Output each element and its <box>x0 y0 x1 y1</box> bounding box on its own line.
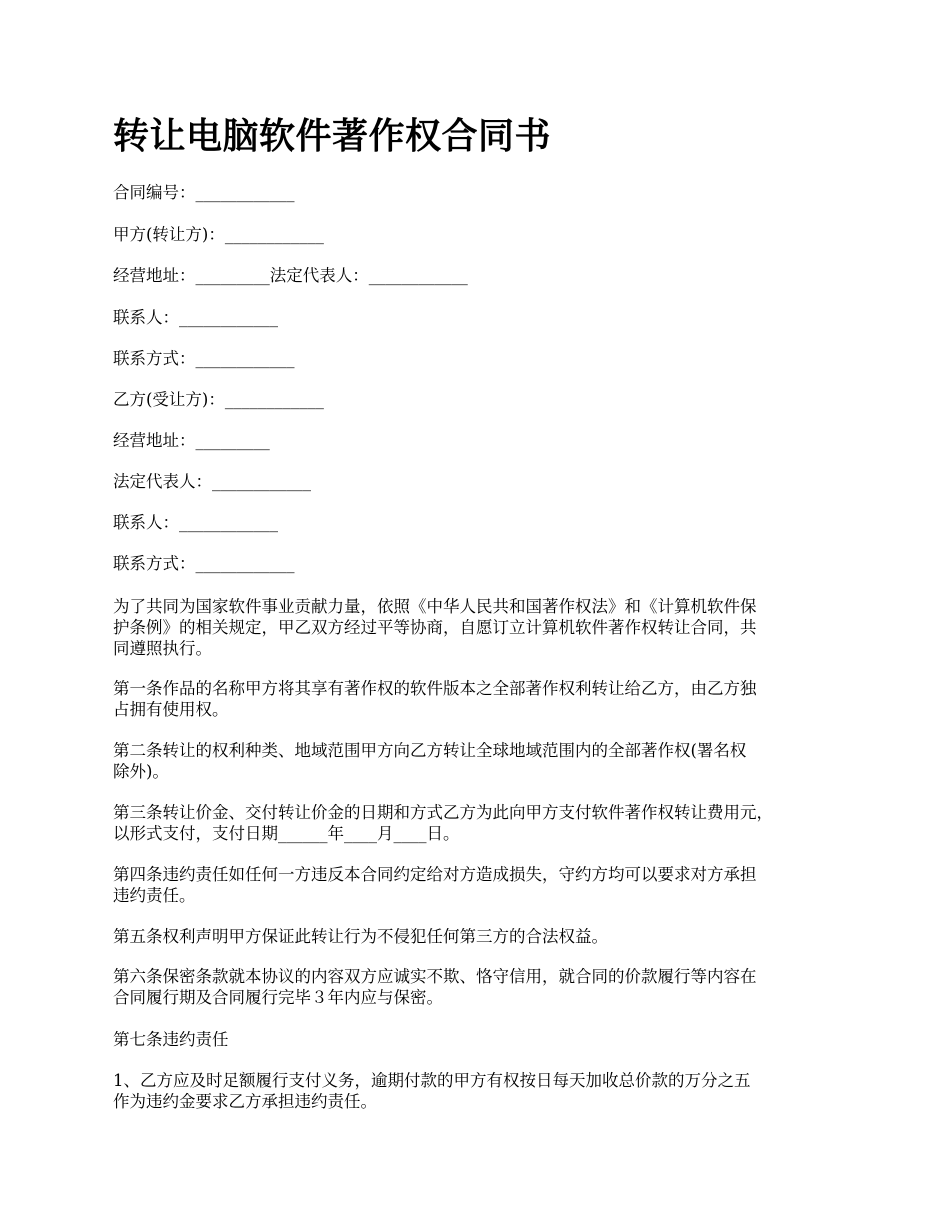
paragraph-line: 合同履行期及合同履行完毕３年内应与保密。 <box>113 988 443 1007</box>
paragraph-line: 作为违约金要求乙方承担违约责任。 <box>113 1092 377 1111</box>
paragraph-line: 为了共同为国家软件事业贡献力量，依照《中华人民共和国著作权法》和《计算机软件保 <box>113 597 757 616</box>
paragraph-line: 占拥有使用权。 <box>113 700 229 719</box>
paragraph-line: 除外)。 <box>113 762 169 781</box>
document-title: 转让电脑软件著作权合同书 <box>113 115 552 157</box>
paragraph-line: 第四条违约责任如任何一方违反本合同约定给对方造成损失，守约方均可以要求对方承担 <box>113 865 757 884</box>
paragraph-article-4 <box>113 864 848 906</box>
field-party-b-contact-method: 联系方式：____________ <box>113 554 295 573</box>
paragraph-line: 护条例》的相关规定，甲乙双方经过平等协商，自愿订立计算机软件著作权转让合同，共 <box>113 618 757 637</box>
paragraph-article-3 <box>113 802 848 844</box>
field-contract-number: 合同编号：____________ <box>113 183 295 202</box>
field-party-b-address: 经营地址：_________ <box>113 431 270 450</box>
paragraph-line: 1、乙方应及时足额履行支付义务，逾期付款的甲方有权按日每天加收总价款的万分之五 <box>113 1071 751 1090</box>
paragraph-line: 第五条权利声明甲方保证此转让行为不侵犯任何第三方的合法权益。 <box>113 927 608 946</box>
field-party-a: 甲方(转让方)：____________ <box>113 225 324 244</box>
paragraph-line: 第二条转让的权利种类、地域范围甲方向乙方转让全球地域范围内的全部著作权(署名权 <box>113 741 747 760</box>
paragraph-preamble <box>113 596 848 659</box>
paragraph-line: 第三条转让价金、交付转让价金的日期和方式乙方为此向甲方支付软件著作权转让费用元， <box>113 803 773 822</box>
field-party-a-address-representative: 经营地址：_________法定代表人：____________ <box>113 266 468 285</box>
paragraph-article-5 <box>113 926 848 947</box>
paragraph-article-7-heading <box>113 1029 848 1050</box>
field-party-b-contact: 联系人：____________ <box>113 513 278 532</box>
paragraph-line: 第七条违约责任 <box>113 1030 229 1049</box>
paragraph-line: 第一条作品的名称甲方将其享有著作权的软件版本之全部著作权利转让给乙方，由乙方独 <box>113 679 757 698</box>
paragraph-article-2 <box>113 740 848 782</box>
field-party-a-contact: 联系人：____________ <box>113 308 278 327</box>
paragraph-article-7-clause-1 <box>113 1070 848 1112</box>
paragraph-line: 同遵照执行。 <box>113 639 212 658</box>
paragraph-article-1 <box>113 678 848 720</box>
paragraph-line: 第六条保密条款就本协议的内容双方应诚实不欺、恪守信用，就合同的价款履行等内容在 <box>113 967 757 986</box>
field-party-a-contact-method: 联系方式：____________ <box>113 349 295 368</box>
field-party-b: 乙方(受让方)：____________ <box>113 390 324 409</box>
paragraph-line: 以形式支付，支付日期______年____月____日。 <box>113 824 460 843</box>
paragraph-article-6 <box>113 966 848 1008</box>
paragraph-line: 违约责任。 <box>113 886 196 905</box>
field-party-b-representative: 法定代表人：____________ <box>113 472 311 491</box>
